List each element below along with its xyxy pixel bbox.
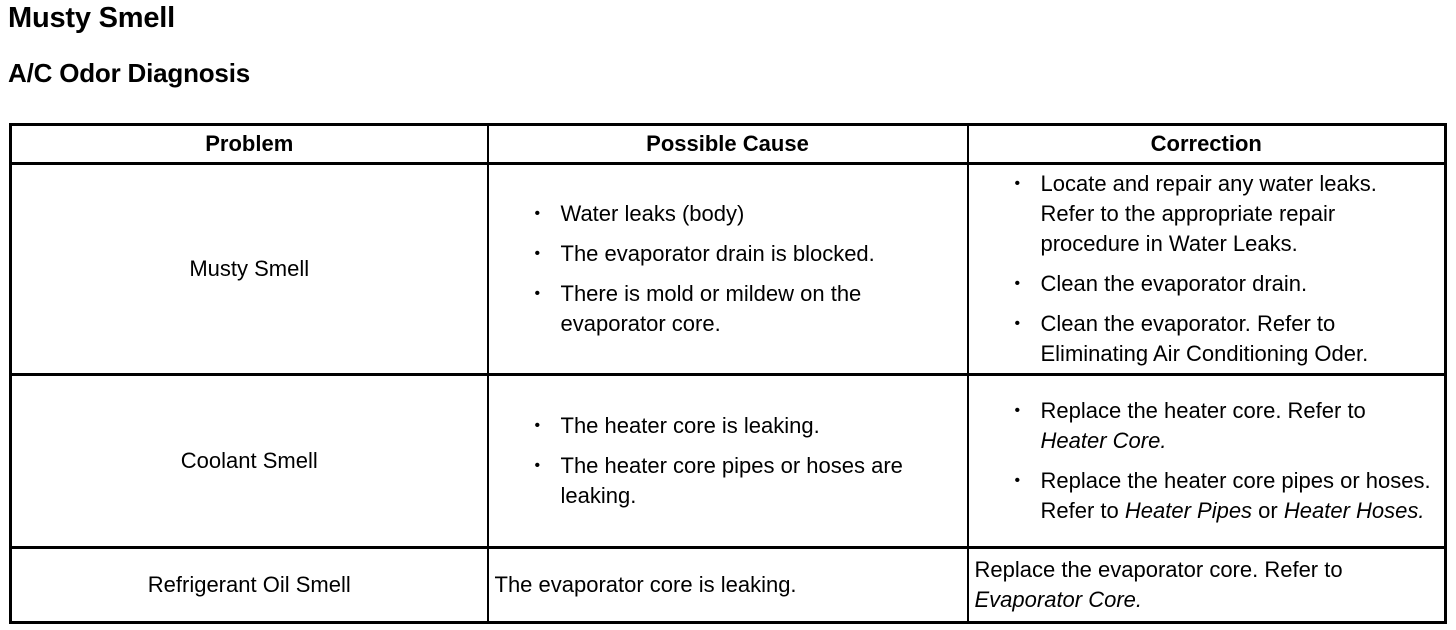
list-item: • The heater core pipes or hoses are leaking. [531,451,947,511]
correction-text: Replace the heater core. Refer to [1040,398,1366,423]
reference-link-heater-core: Heater Core. [1040,428,1167,453]
list-item: • There is mold or mildew on the evaporator core. [531,279,947,339]
reference-link-heater-pipes: Heater Pipes [1124,498,1253,523]
column-header-possible-cause: Possible Cause [488,125,968,164]
list-item: • Water leaks (body) [531,199,947,229]
possible-cause-cell: The evaporator core is leaking. [488,548,968,623]
table-header-row [11,125,1446,164]
section-title: A/C Odor Diagnosis [8,58,250,88]
correction-cell [968,375,1446,548]
correction-cell [968,548,1446,623]
problem-cell: Musty Smell [11,164,488,375]
correction-list [1011,169,1435,369]
list-item: • Locate and repair any water leaks. Refer to the appropriate repair procedure in Water Leaks. [1011,169,1435,259]
odor-diagnosis-table [9,123,1447,624]
table-row [11,164,1446,375]
list-item [1011,466,1435,526]
possible-cause-cell [488,164,968,375]
list-item [1011,396,1435,456]
cause-list [531,199,947,339]
possible-cause-cell [488,375,968,548]
page-title: Musty Smell [8,2,176,34]
reference-link-evaporator-core: Evaporator Core. [974,587,1143,612]
correction-text: Replace the heater core pipes or hoses. Refer to [1040,468,1431,523]
list-item: • Clean the evaporator. Refer to Eliminating Air Conditioning Oder. [1011,309,1435,369]
correction-text: Replace the evaporator core. Refer to [974,557,1343,582]
reference-link-heater-hoses: Heater Hoses. [1283,498,1425,523]
correction-cell [968,164,1446,375]
problem-cell: Refrigerant Oil Smell [11,548,488,623]
list-item: • The heater core is leaking. [531,411,947,441]
list-item: • Clean the evaporator drain. [1011,269,1435,299]
cause-list [531,411,947,511]
table-row [11,375,1446,548]
column-header-correction: Correction [968,125,1446,164]
correction-text-join: or [1252,498,1284,523]
list-item: • The evaporator drain is blocked. [531,239,947,269]
problem-cell: Coolant Smell [11,375,488,548]
table-row [11,548,1446,623]
column-header-problem: Problem [11,125,488,164]
correction-list [1011,396,1435,526]
